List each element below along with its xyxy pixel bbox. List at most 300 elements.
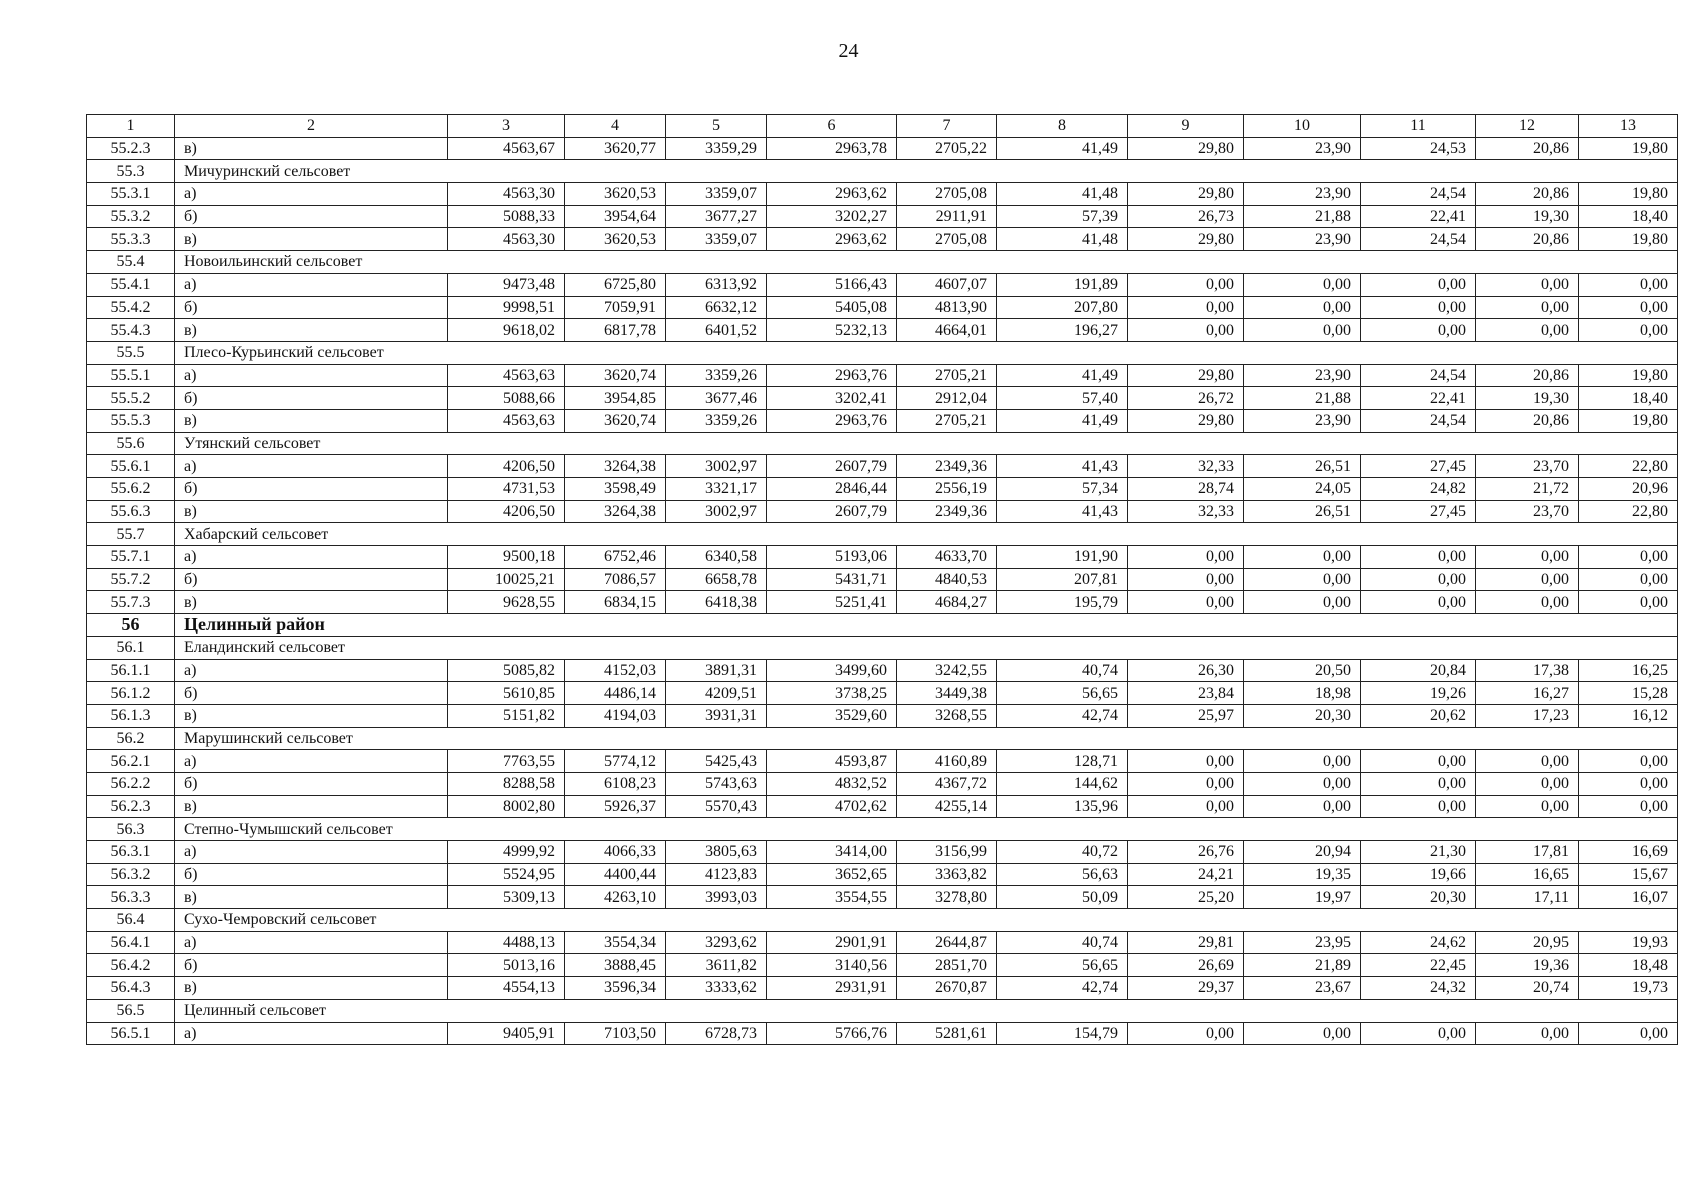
table-row — [87, 364, 1678, 387]
row-subitem-label: а) — [175, 546, 448, 569]
value-cell-col-6: 5232,13 — [767, 319, 897, 342]
value-cell-col-6: 3140,56 — [767, 954, 897, 977]
value-cell-col-6: 4593,87 — [767, 750, 897, 773]
column-header-10: 10 — [1244, 115, 1361, 138]
section-row — [87, 341, 1678, 364]
value-cell-col-8: 191,89 — [997, 273, 1128, 296]
row-section-label: Еландинский сельсовет — [175, 636, 1678, 659]
value-cell-col-3: 7763,55 — [448, 750, 565, 773]
row-subitem-label: в) — [175, 704, 448, 727]
table-row — [87, 954, 1678, 977]
row-subitem-label: б) — [175, 387, 448, 410]
value-cell-col-9: 26,73 — [1128, 205, 1244, 228]
section-row — [87, 523, 1678, 546]
value-cell-col-3: 8002,80 — [448, 795, 565, 818]
value-cell-col-11: 24,54 — [1361, 364, 1476, 387]
value-cell-col-4: 3554,34 — [565, 931, 666, 954]
district-row — [87, 614, 1678, 637]
page-number: 24 — [838, 40, 859, 62]
table-row — [87, 273, 1678, 296]
value-cell-col-5: 3333,62 — [666, 977, 767, 1000]
value-cell-col-6: 4702,62 — [767, 795, 897, 818]
value-cell-col-13: 15,28 — [1579, 682, 1678, 705]
value-cell-col-5: 5743,63 — [666, 772, 767, 795]
table-row — [87, 568, 1678, 591]
row-subitem-label: а) — [175, 659, 448, 682]
value-cell-col-5: 3805,63 — [666, 841, 767, 864]
value-cell-col-4: 7059,91 — [565, 296, 666, 319]
value-cell-col-11: 22,41 — [1361, 205, 1476, 228]
value-cell-col-13: 22,80 — [1579, 455, 1678, 478]
value-cell-col-13: 0,00 — [1579, 591, 1678, 614]
value-cell-col-12: 20,86 — [1476, 364, 1579, 387]
value-cell-col-9: 24,21 — [1128, 863, 1244, 886]
value-cell-col-10: 23,95 — [1244, 931, 1361, 954]
value-cell-col-9: 29,81 — [1128, 931, 1244, 954]
value-cell-col-12: 20,86 — [1476, 183, 1579, 206]
row-code: 56.4.3 — [87, 977, 175, 1000]
value-cell-col-8: 207,80 — [997, 296, 1128, 319]
value-cell-col-4: 7103,50 — [565, 1022, 666, 1045]
row-code: 56.2.1 — [87, 750, 175, 773]
row-code: 56.4.2 — [87, 954, 175, 977]
value-cell-col-7: 3268,55 — [897, 704, 997, 727]
value-cell-col-12: 16,27 — [1476, 682, 1579, 705]
value-cell-col-10: 0,00 — [1244, 296, 1361, 319]
value-cell-col-5: 3359,07 — [666, 183, 767, 206]
value-cell-col-9: 0,00 — [1128, 772, 1244, 795]
value-cell-col-10: 0,00 — [1244, 795, 1361, 818]
value-cell-col-4: 3596,34 — [565, 977, 666, 1000]
value-cell-col-11: 0,00 — [1361, 296, 1476, 319]
value-cell-col-8: 56,63 — [997, 863, 1128, 886]
value-cell-col-4: 4263,10 — [565, 886, 666, 909]
value-cell-col-8: 50,09 — [997, 886, 1128, 909]
value-cell-col-3: 5524,95 — [448, 863, 565, 886]
column-header-7: 7 — [897, 115, 997, 138]
value-cell-col-7: 3156,99 — [897, 841, 997, 864]
table-row — [87, 387, 1678, 410]
table-row — [87, 931, 1678, 954]
row-subitem-label: в) — [175, 409, 448, 432]
row-subitem-label: в) — [175, 228, 448, 251]
value-cell-col-6: 4832,52 — [767, 772, 897, 795]
value-cell-col-6: 3554,55 — [767, 886, 897, 909]
table-row — [87, 772, 1678, 795]
value-cell-col-7: 5281,61 — [897, 1022, 997, 1045]
row-code: 55.3 — [87, 160, 175, 183]
table-row — [87, 704, 1678, 727]
value-cell-col-10: 26,51 — [1244, 455, 1361, 478]
value-cell-col-3: 4563,63 — [448, 409, 565, 432]
value-cell-col-6: 2963,62 — [767, 228, 897, 251]
table-row — [87, 659, 1678, 682]
value-cell-col-4: 6752,46 — [565, 546, 666, 569]
row-subitem-label: б) — [175, 296, 448, 319]
value-cell-col-3: 4731,53 — [448, 478, 565, 501]
value-cell-col-12: 19,36 — [1476, 954, 1579, 977]
value-cell-col-12: 0,00 — [1476, 795, 1579, 818]
table-body — [87, 137, 1678, 1045]
value-cell-col-9: 25,97 — [1128, 704, 1244, 727]
value-cell-col-4: 3264,38 — [565, 455, 666, 478]
value-cell-col-5: 6728,73 — [666, 1022, 767, 1045]
value-cell-col-5: 6418,38 — [666, 591, 767, 614]
row-section-label: Хабарский сельсовет — [175, 523, 1678, 546]
value-cell-col-4: 3620,53 — [565, 183, 666, 206]
row-code: 55.6 — [87, 432, 175, 455]
row-code: 55.2.3 — [87, 137, 175, 160]
value-cell-col-4: 5926,37 — [565, 795, 666, 818]
table-row — [87, 478, 1678, 501]
row-code: 56.5.1 — [87, 1022, 175, 1045]
value-cell-col-10: 21,88 — [1244, 387, 1361, 410]
row-code: 56 — [87, 614, 175, 637]
value-cell-col-11: 0,00 — [1361, 772, 1476, 795]
row-code: 55.5.3 — [87, 409, 175, 432]
row-subitem-label: а) — [175, 750, 448, 773]
value-cell-col-13: 19,80 — [1579, 409, 1678, 432]
value-cell-col-8: 40,74 — [997, 931, 1128, 954]
row-subitem-label: б) — [175, 205, 448, 228]
value-cell-col-10: 0,00 — [1244, 546, 1361, 569]
value-cell-col-11: 24,82 — [1361, 478, 1476, 501]
value-cell-col-3: 9618,02 — [448, 319, 565, 342]
row-code: 56.3.1 — [87, 841, 175, 864]
value-cell-col-6: 5405,08 — [767, 296, 897, 319]
value-cell-col-3: 5088,66 — [448, 387, 565, 410]
row-code: 55.6.2 — [87, 478, 175, 501]
row-subitem-label: б) — [175, 772, 448, 795]
value-cell-col-5: 4209,51 — [666, 682, 767, 705]
value-cell-col-8: 57,34 — [997, 478, 1128, 501]
value-cell-col-5: 3931,31 — [666, 704, 767, 727]
column-header-9: 9 — [1128, 115, 1244, 138]
value-cell-col-4: 3264,38 — [565, 500, 666, 523]
value-cell-col-4: 4152,03 — [565, 659, 666, 682]
value-cell-col-6: 5193,06 — [767, 546, 897, 569]
value-cell-col-12: 20,86 — [1476, 137, 1579, 160]
value-cell-col-6: 5766,76 — [767, 1022, 897, 1045]
value-cell-col-5: 3359,07 — [666, 228, 767, 251]
value-cell-col-3: 9500,18 — [448, 546, 565, 569]
row-code: 55.7.2 — [87, 568, 175, 591]
value-cell-col-12: 0,00 — [1476, 319, 1579, 342]
value-cell-col-7: 4160,89 — [897, 750, 997, 773]
section-row — [87, 251, 1678, 274]
value-cell-col-12: 0,00 — [1476, 568, 1579, 591]
value-cell-col-6: 2931,91 — [767, 977, 897, 1000]
value-cell-col-12: 0,00 — [1476, 772, 1579, 795]
value-cell-col-3: 4206,50 — [448, 500, 565, 523]
value-cell-col-9: 23,84 — [1128, 682, 1244, 705]
value-cell-col-13: 19,93 — [1579, 931, 1678, 954]
value-cell-col-9: 29,80 — [1128, 228, 1244, 251]
value-cell-col-12: 19,30 — [1476, 205, 1579, 228]
value-cell-col-10: 23,90 — [1244, 183, 1361, 206]
value-cell-col-3: 5151,82 — [448, 704, 565, 727]
row-subitem-label: а) — [175, 183, 448, 206]
value-cell-col-9: 32,33 — [1128, 455, 1244, 478]
value-cell-col-6: 2963,76 — [767, 409, 897, 432]
value-cell-col-10: 23,90 — [1244, 364, 1361, 387]
row-section-label: Целинный сельсовет — [175, 999, 1678, 1022]
table-row — [87, 886, 1678, 909]
value-cell-col-5: 5425,43 — [666, 750, 767, 773]
row-section-label: Утянский сельсовет — [175, 432, 1678, 455]
value-cell-col-6: 2846,44 — [767, 478, 897, 501]
value-cell-col-8: 41,49 — [997, 364, 1128, 387]
table-row — [87, 183, 1678, 206]
value-cell-col-13: 0,00 — [1579, 1022, 1678, 1045]
value-cell-col-11: 24,62 — [1361, 931, 1476, 954]
value-cell-col-6: 2607,79 — [767, 455, 897, 478]
row-code: 55.5 — [87, 341, 175, 364]
value-cell-col-9: 0,00 — [1128, 319, 1244, 342]
value-cell-col-11: 19,66 — [1361, 863, 1476, 886]
row-section-label: Новоильинский сельсовет — [175, 251, 1678, 274]
value-cell-col-13: 20,96 — [1579, 478, 1678, 501]
value-cell-col-13: 19,80 — [1579, 228, 1678, 251]
value-cell-col-10: 0,00 — [1244, 568, 1361, 591]
value-cell-col-10: 20,30 — [1244, 704, 1361, 727]
row-subitem-label: а) — [175, 455, 448, 478]
value-cell-col-11: 20,84 — [1361, 659, 1476, 682]
row-code: 56.2.3 — [87, 795, 175, 818]
value-cell-col-11: 27,45 — [1361, 455, 1476, 478]
value-cell-col-4: 6108,23 — [565, 772, 666, 795]
row-subitem-label: а) — [175, 931, 448, 954]
value-cell-col-10: 21,88 — [1244, 205, 1361, 228]
value-cell-col-13: 18,48 — [1579, 954, 1678, 977]
value-cell-col-11: 0,00 — [1361, 568, 1476, 591]
value-cell-col-6: 3652,65 — [767, 863, 897, 886]
value-cell-col-6: 2607,79 — [767, 500, 897, 523]
value-cell-col-9: 29,80 — [1128, 137, 1244, 160]
value-cell-col-12: 17,38 — [1476, 659, 1579, 682]
row-code: 56.1.3 — [87, 704, 175, 727]
value-cell-col-10: 0,00 — [1244, 1022, 1361, 1045]
value-cell-col-10: 19,35 — [1244, 863, 1361, 886]
value-cell-col-11: 0,00 — [1361, 795, 1476, 818]
row-section-label: Сухо-Чемровский сельсовет — [175, 909, 1678, 932]
row-code: 55.4.1 — [87, 273, 175, 296]
value-cell-col-10: 20,50 — [1244, 659, 1361, 682]
value-cell-col-3: 9473,48 — [448, 273, 565, 296]
value-cell-col-4: 7086,57 — [565, 568, 666, 591]
value-cell-col-13: 22,80 — [1579, 500, 1678, 523]
value-cell-col-5: 3359,29 — [666, 137, 767, 160]
table-row — [87, 455, 1678, 478]
value-cell-col-12: 0,00 — [1476, 1022, 1579, 1045]
value-cell-col-11: 0,00 — [1361, 750, 1476, 773]
row-subitem-label: б) — [175, 478, 448, 501]
value-cell-col-9: 29,80 — [1128, 409, 1244, 432]
row-code: 55.3.3 — [87, 228, 175, 251]
value-cell-col-3: 4563,67 — [448, 137, 565, 160]
value-cell-col-3: 4563,30 — [448, 183, 565, 206]
value-cell-col-8: 57,39 — [997, 205, 1128, 228]
value-cell-col-8: 41,48 — [997, 228, 1128, 251]
value-cell-col-6: 3499,60 — [767, 659, 897, 682]
value-cell-col-5: 3993,03 — [666, 886, 767, 909]
value-cell-col-4: 3954,85 — [565, 387, 666, 410]
section-row — [87, 727, 1678, 750]
value-cell-col-8: 41,48 — [997, 183, 1128, 206]
tariff-table — [86, 114, 1678, 1045]
value-cell-col-12: 20,86 — [1476, 228, 1579, 251]
value-cell-col-10: 23,90 — [1244, 228, 1361, 251]
value-cell-col-11: 27,45 — [1361, 500, 1476, 523]
value-cell-col-3: 4563,30 — [448, 228, 565, 251]
value-cell-col-3: 5610,85 — [448, 682, 565, 705]
row-code: 56.3.2 — [87, 863, 175, 886]
value-cell-col-13: 0,00 — [1579, 772, 1678, 795]
row-code: 56.1.1 — [87, 659, 175, 682]
value-cell-col-9: 0,00 — [1128, 273, 1244, 296]
value-cell-col-9: 26,30 — [1128, 659, 1244, 682]
value-cell-col-9: 25,20 — [1128, 886, 1244, 909]
column-header-4: 4 — [565, 115, 666, 138]
value-cell-col-7: 3242,55 — [897, 659, 997, 682]
value-cell-col-12: 23,70 — [1476, 500, 1579, 523]
row-subitem-label: а) — [175, 364, 448, 387]
value-cell-col-12: 19,30 — [1476, 387, 1579, 410]
value-cell-col-12: 17,11 — [1476, 886, 1579, 909]
value-cell-col-7: 2705,22 — [897, 137, 997, 160]
value-cell-col-8: 41,49 — [997, 409, 1128, 432]
value-cell-col-4: 3620,74 — [565, 364, 666, 387]
row-subitem-label: а) — [175, 1022, 448, 1045]
row-code: 55.5.2 — [87, 387, 175, 410]
value-cell-col-7: 2644,87 — [897, 931, 997, 954]
table-row — [87, 1022, 1678, 1045]
value-cell-col-8: 154,79 — [997, 1022, 1128, 1045]
table-row — [87, 682, 1678, 705]
value-cell-col-8: 56,65 — [997, 682, 1128, 705]
value-cell-col-5: 3293,62 — [666, 931, 767, 954]
value-cell-col-10: 19,97 — [1244, 886, 1361, 909]
value-cell-col-12: 20,74 — [1476, 977, 1579, 1000]
value-cell-col-4: 4486,14 — [565, 682, 666, 705]
value-cell-col-11: 0,00 — [1361, 1022, 1476, 1045]
value-cell-col-9: 0,00 — [1128, 546, 1244, 569]
table-row — [87, 137, 1678, 160]
value-cell-col-7: 2705,08 — [897, 228, 997, 251]
value-cell-col-3: 4999,92 — [448, 841, 565, 864]
value-cell-col-11: 24,53 — [1361, 137, 1476, 160]
row-code: 55.7.3 — [87, 591, 175, 614]
column-header-3: 3 — [448, 115, 565, 138]
value-cell-col-6: 2901,91 — [767, 931, 897, 954]
value-cell-col-12: 23,70 — [1476, 455, 1579, 478]
value-cell-col-10: 21,89 — [1244, 954, 1361, 977]
value-cell-col-7: 4633,70 — [897, 546, 997, 569]
row-code: 55.4.2 — [87, 296, 175, 319]
value-cell-col-13: 0,00 — [1579, 273, 1678, 296]
value-cell-col-9: 0,00 — [1128, 795, 1244, 818]
value-cell-col-13: 0,00 — [1579, 795, 1678, 818]
row-code: 55.4 — [87, 251, 175, 274]
row-subitem-label: в) — [175, 886, 448, 909]
value-cell-col-5: 6401,52 — [666, 319, 767, 342]
row-code: 56.1.2 — [87, 682, 175, 705]
value-cell-col-10: 0,00 — [1244, 273, 1361, 296]
value-cell-col-5: 3359,26 — [666, 364, 767, 387]
value-cell-col-5: 3891,31 — [666, 659, 767, 682]
row-code: 55.3.2 — [87, 205, 175, 228]
value-cell-col-3: 5085,82 — [448, 659, 565, 682]
value-cell-col-4: 6725,80 — [565, 273, 666, 296]
value-cell-col-3: 4554,13 — [448, 977, 565, 1000]
row-code: 56.2.2 — [87, 772, 175, 795]
value-cell-col-6: 5166,43 — [767, 273, 897, 296]
value-cell-col-13: 18,40 — [1579, 205, 1678, 228]
value-cell-col-9: 0,00 — [1128, 750, 1244, 773]
table-row — [87, 546, 1678, 569]
value-cell-col-10: 18,98 — [1244, 682, 1361, 705]
row-code: 56.4 — [87, 909, 175, 932]
value-cell-col-10: 26,51 — [1244, 500, 1361, 523]
row-code: 56.2 — [87, 727, 175, 750]
value-cell-col-4: 6834,15 — [565, 591, 666, 614]
value-cell-col-4: 5774,12 — [565, 750, 666, 773]
value-cell-col-12: 0,00 — [1476, 296, 1579, 319]
value-cell-col-11: 0,00 — [1361, 546, 1476, 569]
value-cell-col-5: 6632,12 — [666, 296, 767, 319]
row-section-label: Целинный район — [175, 614, 1678, 637]
value-cell-col-5: 3002,97 — [666, 500, 767, 523]
value-cell-col-3: 5013,16 — [448, 954, 565, 977]
row-code: 55.7.1 — [87, 546, 175, 569]
value-cell-col-5: 6313,92 — [666, 273, 767, 296]
value-cell-col-4: 3598,49 — [565, 478, 666, 501]
value-cell-col-7: 3449,38 — [897, 682, 997, 705]
value-cell-col-10: 0,00 — [1244, 591, 1361, 614]
row-subitem-label: а) — [175, 841, 448, 864]
value-cell-col-5: 3611,82 — [666, 954, 767, 977]
row-subitem-label: б) — [175, 863, 448, 886]
value-cell-col-4: 3888,45 — [565, 954, 666, 977]
value-cell-col-7: 2705,08 — [897, 183, 997, 206]
value-cell-col-3: 5088,33 — [448, 205, 565, 228]
value-cell-col-3: 8288,58 — [448, 772, 565, 795]
column-number-header-row — [87, 115, 1678, 138]
value-cell-col-12: 20,86 — [1476, 409, 1579, 432]
value-cell-col-3: 10025,21 — [448, 568, 565, 591]
value-cell-col-7: 4255,14 — [897, 795, 997, 818]
value-cell-col-10: 23,67 — [1244, 977, 1361, 1000]
value-cell-col-10: 0,00 — [1244, 750, 1361, 773]
value-cell-col-7: 2705,21 — [897, 364, 997, 387]
row-subitem-label: в) — [175, 977, 448, 1000]
table-row — [87, 795, 1678, 818]
value-cell-col-7: 2912,04 — [897, 387, 997, 410]
row-code: 55.7 — [87, 523, 175, 546]
value-cell-col-13: 19,80 — [1579, 364, 1678, 387]
value-cell-col-11: 22,41 — [1361, 387, 1476, 410]
section-row — [87, 160, 1678, 183]
row-code: 55.5.1 — [87, 364, 175, 387]
value-cell-col-4: 3620,77 — [565, 137, 666, 160]
value-cell-col-11: 0,00 — [1361, 319, 1476, 342]
row-code: 56.1 — [87, 636, 175, 659]
value-cell-col-10: 24,05 — [1244, 478, 1361, 501]
value-cell-col-8: 196,27 — [997, 319, 1128, 342]
value-cell-col-11: 0,00 — [1361, 273, 1476, 296]
value-cell-col-11: 24,32 — [1361, 977, 1476, 1000]
row-code: 56.4.1 — [87, 931, 175, 954]
